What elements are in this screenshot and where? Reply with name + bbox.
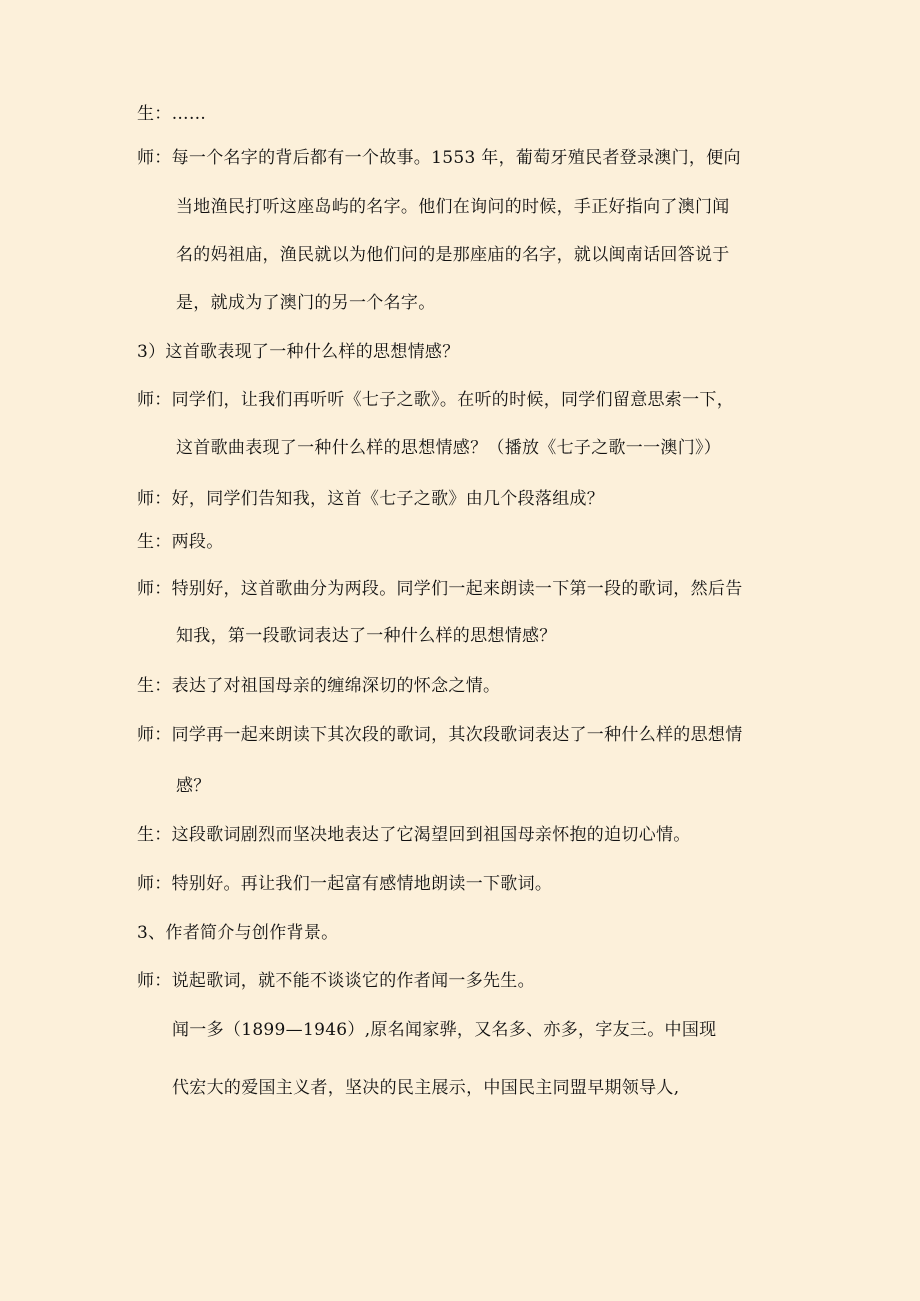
text-line: 师：好，同学们告知我，这首《七子之歌》由几个段落组成？	[137, 489, 605, 509]
text-line: 是，就成为了澳门的另一个名字。	[176, 293, 436, 313]
text-line: 代宏大的爱国主义者，坚决的民主展示，中国民主同盟早期领导人,	[172, 1078, 680, 1098]
text-line: 闻一多（1899—1946）,原名闻家骅，又名多、亦多，字友三。中国现	[172, 1020, 717, 1040]
text-line: 知我，第一段歌词表达了一种什么样的思想情感？	[176, 626, 557, 646]
text-line: 3、作者简介与创作背景。	[137, 923, 339, 943]
text-line: 这首歌曲表现了一种什么样的思想情感？（播放《七子之歌一一澳门》）	[176, 438, 722, 458]
text-line: 生：这段歌词剧烈而坚决地表达了它渴望回到祖国母亲怀抱的迫切心情。	[137, 825, 691, 845]
text-line: 感？	[176, 776, 211, 796]
text-line: 生：表达了对祖国母亲的缠绵深切的怀念之情。	[137, 676, 501, 696]
text-line: 师：同学们，让我们再听听《七子之歌》。在听的时候，同学们留意思索一下，	[137, 390, 734, 410]
text-line: 师：说起歌词，就不能不谈谈它的作者闻一多先生。	[137, 971, 535, 991]
text-line: 生：……	[137, 104, 207, 124]
text-line: 名的妈祖庙，渔民就以为他们问的是那座庙的名字，就以闽南话回答说于	[176, 245, 730, 265]
text-line: 生：两段。	[137, 532, 224, 552]
text-line: 3）这首歌表现了一种什么样的思想情感？	[137, 342, 460, 362]
text-line: 师：特别好，这首歌曲分为两段。同学们一起来朗读一下第一段的歌词，然后告	[137, 579, 743, 599]
text-line: 师：每一个名字的背后都有一个故事。1553 年，葡萄牙殖民者登录澳门，便向	[137, 148, 741, 168]
text-line: 当地渔民打听这座岛屿的名字。他们在询问的时候，手正好指向了澳门闻	[176, 197, 730, 217]
text-line: 师：特别好。再让我们一起富有感情地朗读一下歌词。	[137, 874, 553, 894]
text-line: 师：同学再一起来朗读下其次段的歌词，其次段歌词表达了一种什么样的思想情	[137, 725, 743, 745]
